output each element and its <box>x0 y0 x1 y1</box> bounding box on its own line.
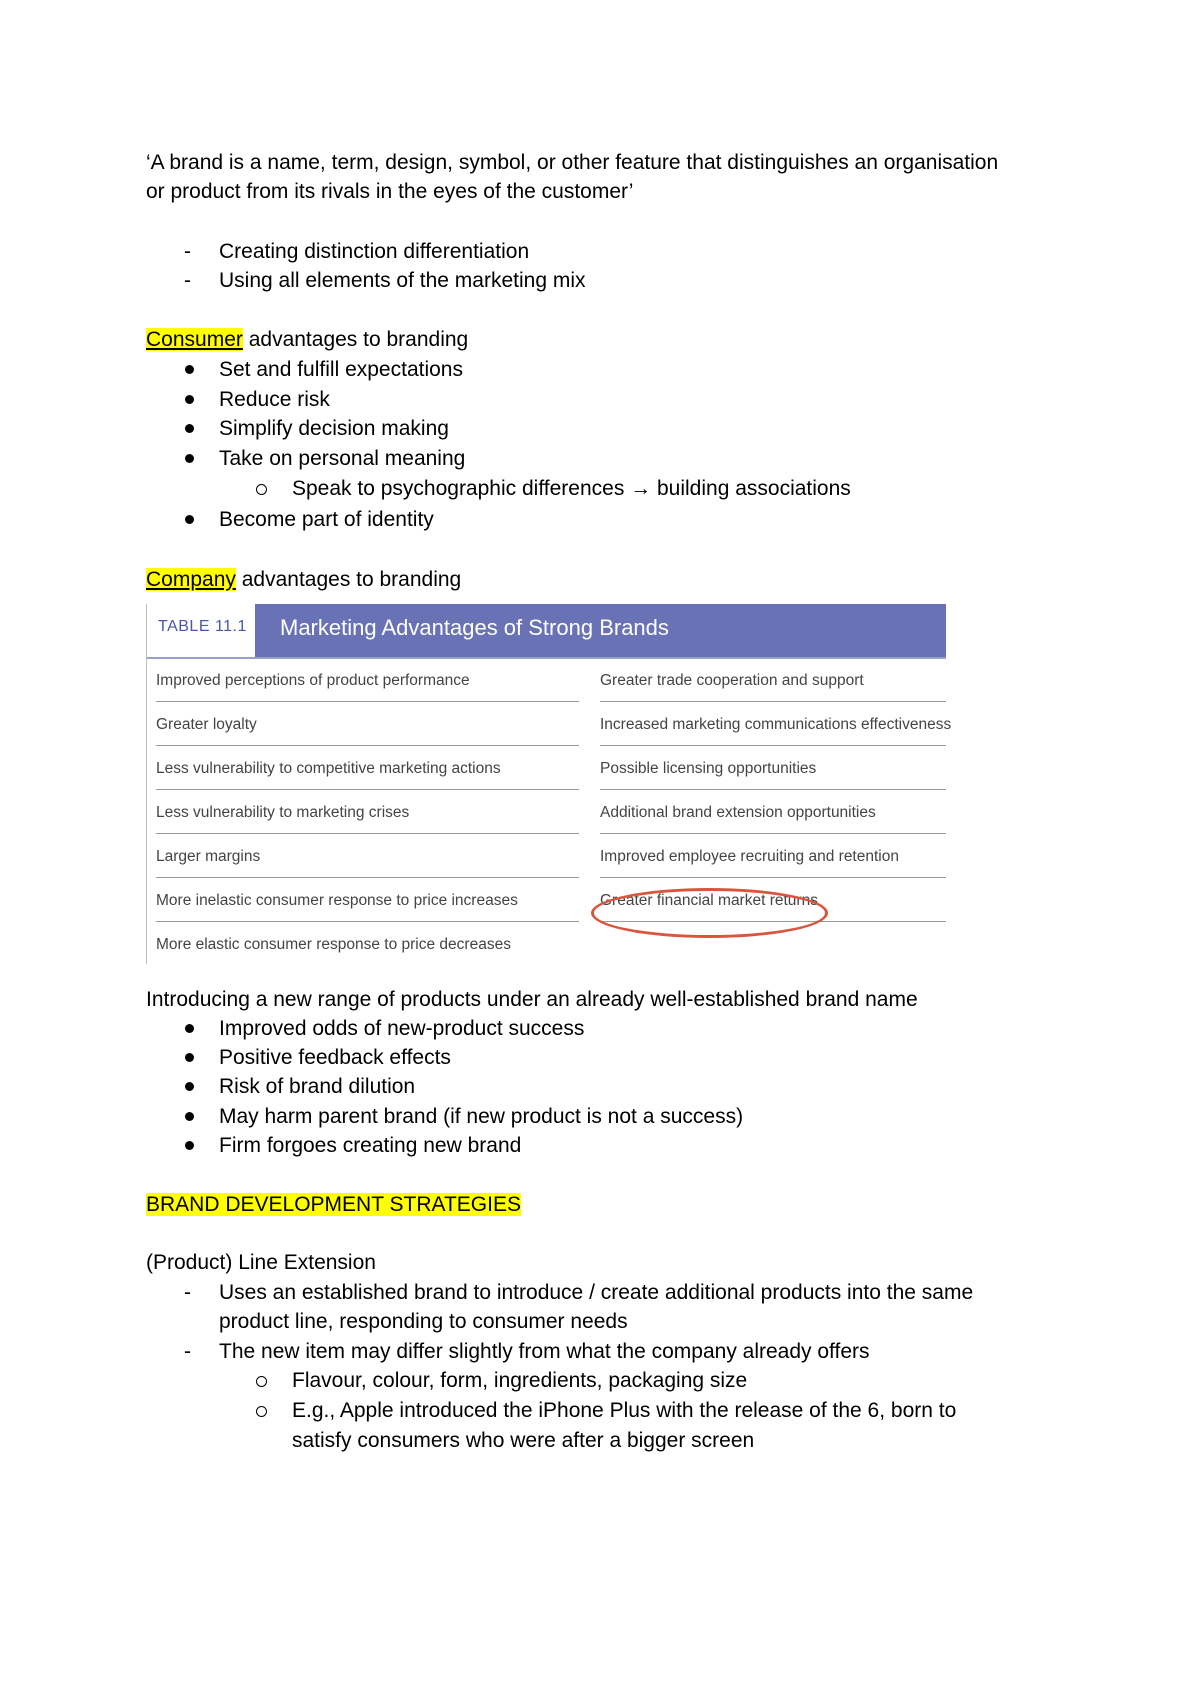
company-heading-rest: advantages to branding <box>235 568 462 591</box>
table-cell-right: Increased marketing communications effectiveness <box>600 716 952 733</box>
table-header-rule <box>147 657 946 659</box>
consumer-heading-rest: advantages to branding <box>242 328 469 351</box>
sub-bullet-icon <box>256 484 267 495</box>
table-cell-left: Less vulnerability to competitive marketing actions <box>156 760 501 777</box>
bullet-icon <box>185 424 194 433</box>
table-cell-left: Larger margins <box>156 848 261 865</box>
table-cell-right: Greater financial market returns <box>600 892 818 909</box>
table-title-bar <box>255 604 946 657</box>
definition-quote-line-2: or product from its rivals in the eyes of the customer’ <box>146 180 634 203</box>
bullet-icon <box>185 1112 194 1121</box>
sub-bullet-icon <box>256 1376 267 1387</box>
dash-item-continued: product line, responding to consumer needs <box>219 1310 628 1333</box>
sub-list-item: E.g., Apple introduced the iPhone Plus with the release of the 6, born to <box>292 1399 957 1422</box>
dash-item: Creating distinction differentiation <box>219 240 530 263</box>
bullet-icon <box>185 515 194 524</box>
dash-item: The new item may differ slightly from what the company already offers <box>219 1340 870 1363</box>
table-rule <box>600 789 946 790</box>
dash-marker: - <box>184 240 191 263</box>
line-extension-heading: (Product) Line Extension <box>146 1251 376 1274</box>
dash-item: Uses an established brand to introduce / create additional products into the same <box>219 1281 974 1304</box>
sub-bullet-icon <box>256 1406 267 1417</box>
table-rule <box>600 877 946 878</box>
strategies-heading <box>146 1190 521 1219</box>
table-cell-left: Greater loyalty <box>156 716 257 733</box>
list-item: May harm parent brand (if new product is not a success) <box>219 1105 744 1128</box>
table-tag: TABLE 11.1 <box>158 618 247 635</box>
table-cell-left: Less vulnerability to marketing crises <box>156 804 410 821</box>
table-cell-right: Additional brand extension opportunities <box>600 804 876 821</box>
table-tag-cell <box>147 604 255 657</box>
bullet-icon <box>185 1141 194 1150</box>
list-item: Become part of identity <box>219 508 434 531</box>
table-cell-left: Improved perceptions of product performance <box>156 672 470 689</box>
consumer-highlight: Consumer <box>146 328 243 351</box>
dash-marker: - <box>184 1340 191 1363</box>
table-rule <box>600 745 946 746</box>
bullet-icon <box>185 454 194 463</box>
bullet-icon <box>185 1053 194 1062</box>
table-rule <box>156 745 579 746</box>
list-item: Take on personal meaning <box>219 447 466 470</box>
list-item: Firm forgoes creating new brand <box>219 1134 522 1157</box>
table-rule <box>600 833 946 834</box>
introducing-heading: Introducing a new range of products under an already well-established brand name <box>146 988 918 1011</box>
list-item: Improved odds of new-product success <box>219 1017 585 1040</box>
consumer-heading <box>146 325 468 354</box>
list-item: Risk of brand dilution <box>219 1075 416 1098</box>
dash-item: Using all elements of the marketing mix <box>219 269 586 292</box>
table-rule <box>156 701 579 702</box>
table-rule <box>156 877 579 878</box>
table-rule <box>156 789 579 790</box>
table-title: Marketing Advantages of Strong Brands <box>280 615 669 640</box>
table-rule <box>156 921 579 922</box>
list-item: Simplify decision making <box>219 417 449 440</box>
table-cell-right: Possible licensing opportunities <box>600 760 817 777</box>
bullet-icon <box>185 1082 194 1091</box>
list-item: Positive feedback effects <box>219 1046 451 1069</box>
list-item: Set and fulfill expectations <box>219 358 463 381</box>
dash-marker: - <box>184 1281 191 1304</box>
sub-list-item: Flavour, colour, form, ingredients, packaging size <box>292 1369 748 1392</box>
dash-marker: - <box>184 269 191 292</box>
company-heading <box>146 565 461 594</box>
bullet-icon <box>185 1024 194 1033</box>
table-cell-right: Greater trade cooperation and support <box>600 672 864 689</box>
sub-list-item: Speak to psychographic differences → building associations <box>292 477 851 500</box>
table-rule <box>156 833 579 834</box>
table-cell-right: Improved employee recruiting and retention <box>600 848 899 865</box>
sub-list-item-continued: satisfy consumers who were after a bigger screen <box>292 1429 755 1452</box>
strategies-heading-highlight: BRAND DEVELOPMENT STRATEGIES <box>146 1193 521 1216</box>
company-highlight: Company <box>146 568 236 591</box>
bullet-icon <box>185 365 194 374</box>
highlight-oval-annotation <box>591 888 828 938</box>
bullet-icon <box>185 395 194 404</box>
strong-brands-table <box>146 604 952 964</box>
definition-quote-line-1: ‘A brand is a name, term, design, symbol, or other feature that distinguishes an organisation <box>146 151 999 174</box>
table-rule <box>600 701 946 702</box>
list-item: Reduce risk <box>219 388 330 411</box>
table-cell-left: More inelastic consumer response to price increases <box>156 892 518 909</box>
table-cell-left: More elastic consumer response to price decreases <box>156 936 511 953</box>
